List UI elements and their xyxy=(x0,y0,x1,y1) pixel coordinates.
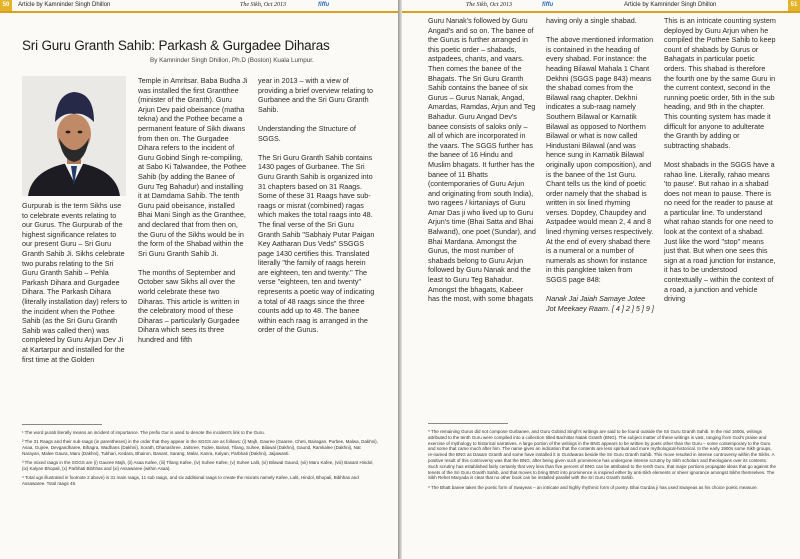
section-heading: Understanding the Structure of SGGS. xyxy=(258,123,356,143)
verse-quote: Nanak Jai Jaiah Samaye Jotee Jot Meekaey Raam. [ 4 ] 2 ] 5 ] 9 ] xyxy=(546,294,654,313)
page-number: 50 xyxy=(0,0,12,11)
paragraph: Gurpurab is the term Sikhs use to celebrate events relating to our Gurus. The Gurpurab of the highest significance relates to our present Guru – Sri Guru Granth Sahib Ji. Sikhs celebrate two purabs relating to the Sri Guru Granth Sahib – Pehla Parkash Dihara and Gurgadee Dihara. The Parkash Dihara (literally installation day) refers to the incident when the Pothee Sahib (as the Sri Guru Granth Sahib was called then) was completed by Guru Arjun Dev Ji at Kartarpur and installed for the first time at the Golden xyxy=(22,201,128,364)
paragraph: The Sri Guru Granth Sahib contains 1430 pages of Gurbanee. The Sri Guru Granth Sahib is organized into 31 chapters based on 31 Raags. Some of these 31 Raags have sub-raags or misrat (combined) ragas which makes the total raags into 48. The final verse of the Sri Guru Granth Sahib "Sabhaiy Putar Paigan Key Aatharan Dus Veds" SSGGS page 1430 certifies this. Translated literally "the family of raags herein are eighteen, ten and twenty." The verse "eighteen, ten and twenty" represents a poetic way of indicating a total of 48 raags since the three counts add up to 48. The banee within each raag is arranged in the order of the Gurus. xyxy=(258,152,375,335)
left-page-header xyxy=(0,0,398,13)
header-logo: fiffu xyxy=(542,2,554,8)
right-page-header xyxy=(402,0,800,13)
paragraph: Temple in Amritsar. Baba Budha Ji was installed the first Grantthee (minister of the Granth). Guru Arjun Dev paid obeisance (matha tekna) and the Pothee became a permanent feature of Sikh diwans from then on. The Gurgadee Dihara refers to the incident of Guru Gobind Singh re-compiling, at Sabo Ki Talwandee, the Pothee Sahib (by adding the Banee of Guru Teg Bahadur) and installing it at Damdama Sahib. The tenth Guru paid obeisance, installed Bhai Mani Singh as the Granthee, and declared that from then on, the Guru of the Sikhs would be in the form of the Shabad within the Sri Guru Granth Sahib Ji. xyxy=(138,76,248,258)
right-page xyxy=(402,0,800,559)
footnote-divider xyxy=(428,423,508,424)
paragraph: year in 2013 – with a view of providing a brief overview relating to Gurbanee and the Sri Guru Granth Sahib. xyxy=(258,76,374,114)
left-page xyxy=(0,0,398,559)
left-footnotes xyxy=(22,430,378,490)
footnote: ⁴ Total ugs illustrated in footnote 2 above) is 31 main raags, 11 sub raags, and six additional raags to create the mixrats namely Kafee, Lalit, Hindol, Bhopali, Bibhhas and Assawaree. Total raags 48. xyxy=(22,474,359,486)
paragraph: having only a single shabad. xyxy=(546,16,637,25)
footnote-divider xyxy=(22,424,102,425)
right-column-3 xyxy=(664,16,776,304)
right-column-2 xyxy=(546,16,654,313)
article-byline: By Kamninder Singh Dhillon, Ph.D (Boston) Kuala Lumpur. xyxy=(150,57,314,64)
author-photo xyxy=(22,76,126,196)
page-number: 51 xyxy=(788,0,800,11)
paragraph: The above mentioned information is contained in the heading of every shabad. For instance: the heading Bilawal Mahala 1 Chant Dekhni (SGGS page 843) means the shabad comes from the Bilawal raag chapter. Dekhni indicates a sub-raag namely Southern Bilawal or Karnatik Bilawal as opposed to Northern Bilawal or what is now called Hindustani Bilawal (and was hence sung in Karnatik Bilawal originally upon composition), and is the banee of the 1st Guru. Chant tells us the kind of poetic order namely that the shabad is written in six lined rhyming verses. Dopdey, Chaupdey and Astpadee would mean 2, 4 and 8 lined rhyming verses respectively. At the end of every shabad there is a numeral or a number of numerals as shown for instance in this pangktee taken from SGGS page 848: xyxy=(546,35,654,285)
footnote: ⁵ The remaining Gurus did not compose Gurbanee, and Guru Gobind Singh's writings are said to be found outside the Sri Guru Granth Sahib. In the mid 1600s, writings attributed to the tenth Guru were compiled into a collection titled Bachittar Natak Granth (BNG). The subject matter of these writings is vast, ranging from God's praise and exercise of mythology to historical narratives. A large portion of the writings in the BNG appears to be written by poets other than the Guru – some contemporary to the Guru and some that came much after him. The name gives an indication that the contents are less spiritual and more mythological-historical. In the early 1900s some Sikh groups, re-named the BNG as Dasam Granth and some have installed it in Gurdwaras beside the Sri Guru Granth Sahib. This move resulted in intense controversy within the Sikhs. A positive result of this controversy was that the BNG, after being given such prominence has undergone intense scrutiny by Sikh scholars and theologians over its contents. Such scrutiny has established fairly certainly that very less than five percent of BNG can be attributed to the tenth Guru, that major portions propagate ideas that go against the tenets of the Sri Guru Granth Sahib, and that moves to bring BNG into prominence is inspired either by anti-Sikh elements or sheer ignorance amongst Sikhs themselves. The Sikh Rehet Maryada is clear that no other book can be installed parallel with the Sri Guru Granth Sahib. xyxy=(428,429,776,481)
header-logo: fiffu xyxy=(318,2,330,8)
header-issue: The Sikh, Oct 2013 xyxy=(466,2,512,8)
paragraph: Most shabads in the SGGS have a rahao line. Literally, rahao means 'to pause'. But rahao in a shabad does not mean to pause. There is no need for the reader to pause at a particular line. To understand what rahao stands for one need to look at the context of a shabad. Just like the word "stop" means just that. But when one sees this sign at a road junction for instance, it has to be understood contextually – within the context of a road, a junction and vehicle driving xyxy=(664,159,776,304)
paragraph: Guru Nanak's followed by Guru Angad's and so on. The banee of the Gurus is further arranged in this poetic order – shabads, astpadees, chants, and vaars. Then comes the banee of the Bhagats. The Sri Guru Granth Sahib contains the banee of six Gurus – Gurus Nanak, Angad, Amardas, Ramdas, Arjun and Teg Bahadur. Guru Angad Dev's banee consists of saloks only – all of which are incorporated in the vaars. The SGGS further has the banee of 16 Hindu and Muslim bhagats. It further has the banee of 11 Bhatts (contemporaries of Guru Arjun and originating from south India), two ragees / kirtaniays of Guru Amar Das ji who lived up to Guru Arjun's time (Bhai Satta and Bhai Balwand), one poet (Sundar), and Bhai Mardana. Amongst the Gurus, the most number of shabads belong to Guru Arjun followed by Guru Nanak and the least to Guru Teg Bahadur. Amongst the bhagats, Kabeer has the most, with some bhagats xyxy=(428,16,536,304)
paragraph: The months of September and October saw Sikhs all over the world celebrate these two Diharas. This article is written in the celebratory mood of these Diharas – particularly Gurgadee Dihara which sees its three hundred and fifth xyxy=(138,267,240,345)
article-title: Sri Guru Granth Sahib: Parkash & Gurgadee Diharas xyxy=(22,38,330,53)
footnote: ² The 31 Raags and their sub-raags (in parentheses) in the order that they appear in the SGGS are as follows: (i) Majh, Gauree (Gaaree, Cheti, Bairagan, Purbee, Malwa, Dakhni), Asaa, Gujree, Devgandharee, Bihagra, Wadhans (Dakhni), Sorath, Dhanashree, Jaitsree, Todee, Bairari, Tilang, Suhee, Bilawal (Dakhni), Gaund, Ramkalee (Dakhni), Nat Narayan, Malee Gaura, Maru (Dakhni), Tukhari, Kedara, Bhairon, Basant, Sarang, Malar, Kanra, Kalyan, Parbhati (Dakhni), Jaijawanti. xyxy=(22,439,378,456)
left-column-1 xyxy=(22,201,128,364)
footnote: ³ The mixed raags in the SGGS are (i) Gauree Majh, (ii) Asaa Kafee, (iii) Tilang Kafee, (iv) Suhee Kafee, (v) Suhee Lalit, (vi) Bilawal Gaund, (vii) Maru Kafee, (viii) Basant Hindol, (ix) Kalyan Bhopali, (x) Parbhati Bibhhas and (xi) Assawaree (within Asaa). xyxy=(22,459,374,471)
paragraph: This is an intricate counting system deployed by Guru Arjun when he compiled the Pothee Sahib to keep count of shabads by Gurus or Bahagats in particular poetic orders. This shabad is therefore the fourth one by the same Guru in the current context, second in the running poetic order, 5th in the sub heading, and 9th in the chapter. This counting system has made it difficult for anyone to adulterate the Granth by adding or subtracting shabads. xyxy=(664,16,776,150)
footnote: ⁶ The Bhatt banee takes the poetic form of Swayeas – an intricate and highly rhythmic form of poetry. Bhai Gurdas ji has used Swayeas as his choice poetic measure. xyxy=(428,484,758,490)
header-issue: The Sikh, Oct 2013 xyxy=(240,2,286,8)
right-column-1 xyxy=(428,16,536,304)
header-author: Article by Kamninder Singh Dhillon xyxy=(624,2,717,8)
right-footnotes xyxy=(428,429,778,494)
author-portrait-icon xyxy=(22,76,126,196)
left-column-2 xyxy=(138,76,248,345)
left-column-3 xyxy=(258,76,376,335)
footnote: ¹ The word purab literally means an incident of importance. The prefix Gur is used to denote the incident's link to the Guru. xyxy=(22,430,265,435)
header-author: Article by Kamninder Singh Dhillon xyxy=(18,2,111,8)
